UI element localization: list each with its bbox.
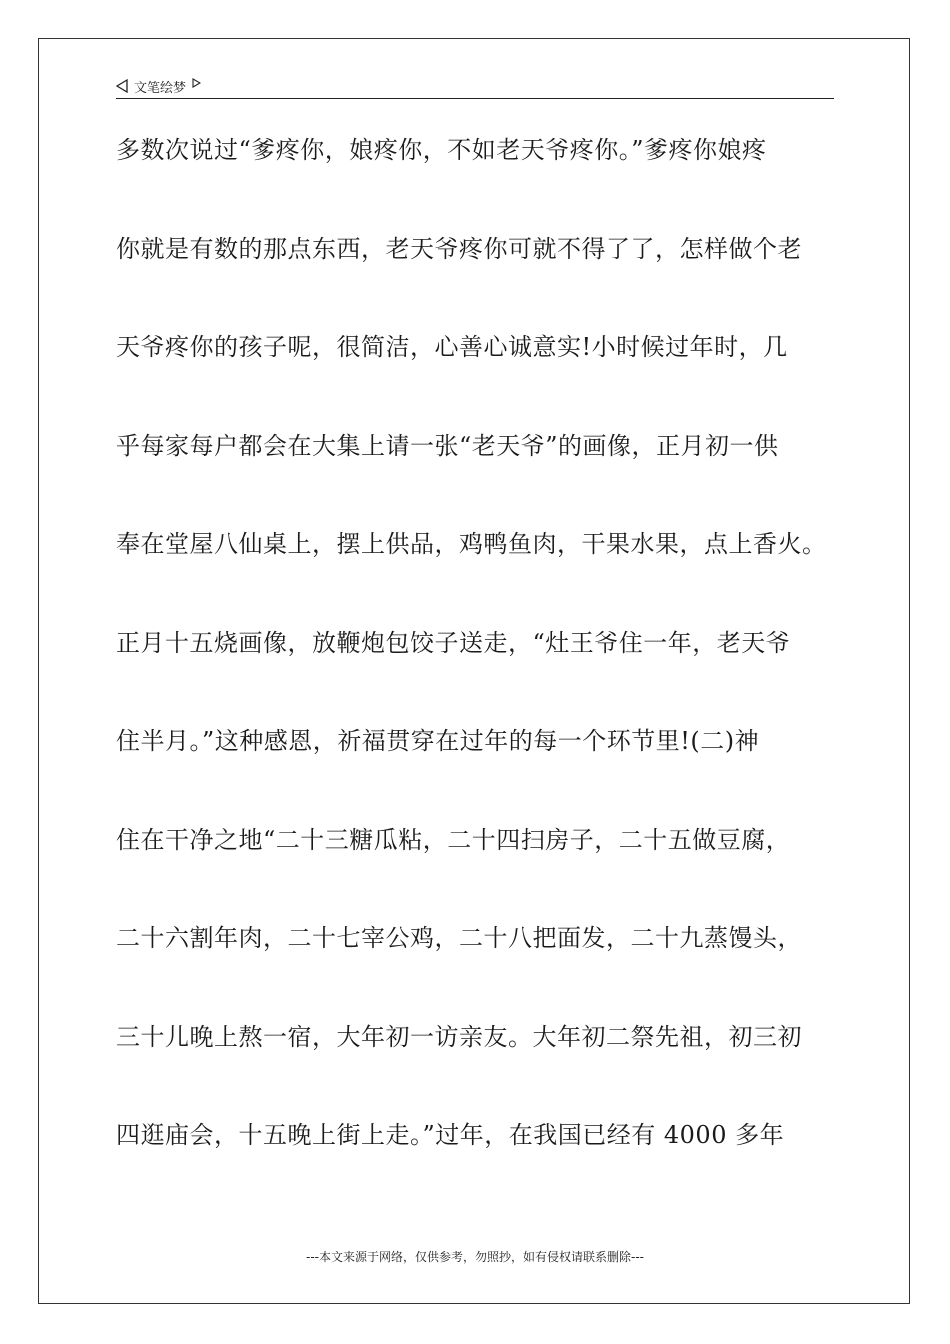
text-line: 四逛庙会，十五晚上街上走。”过年，在我国已经有 4000 多年	[116, 1121, 785, 1149]
text-line: 天爷疼你的孩子呢，很简洁，心善心诚意实!小时候过年时，几	[116, 333, 788, 361]
triangle-left-icon	[116, 79, 128, 93]
text-line: 你就是有数的那点东西，老天爷疼你可就不得了了，怎样做个老	[116, 234, 802, 263]
text-line: 正月十五烧画像，放鞭炮包饺子送走，“灶王爷住一年，老天爷	[116, 628, 791, 657]
text-line: 多数次说过“爹疼你，娘疼你，不如老天爷疼你。”爹疼你娘疼	[116, 136, 767, 164]
text-line: 奉在堂屋八仙桌上，摆上供品，鸡鸭鱼肉，干果水果，点上香火。	[116, 530, 827, 558]
text-line: 二十六割年肉，二十七宰公鸡，二十八把面发，二十九蒸馒头，	[116, 924, 802, 952]
document-body	[116, 124, 856, 1208]
header-title: 文笔绘梦	[134, 80, 187, 96]
page-footer: ---本文来源于网络，仅供参考，勿照抄，如有侵权请联系删除---	[306, 1250, 644, 1264]
text-line: 三十儿晚上熬一宿，大年初一访亲友。大年初二祭先祖，初三初	[116, 1022, 802, 1051]
text-line: 乎每家每户都会在大集上请一张“老天爷”的画像，正月初一供	[116, 431, 779, 460]
triangle-right-icon	[192, 78, 201, 88]
page-header	[116, 74, 834, 99]
text-line: 住在干净之地“二十三糖瓜粘，二十四扫房子，二十五做豆腐，	[116, 825, 791, 854]
text-line: 住半月。”这种感恩，祈福贯穿在过年的每一个环节里!(二)神	[116, 727, 760, 755]
